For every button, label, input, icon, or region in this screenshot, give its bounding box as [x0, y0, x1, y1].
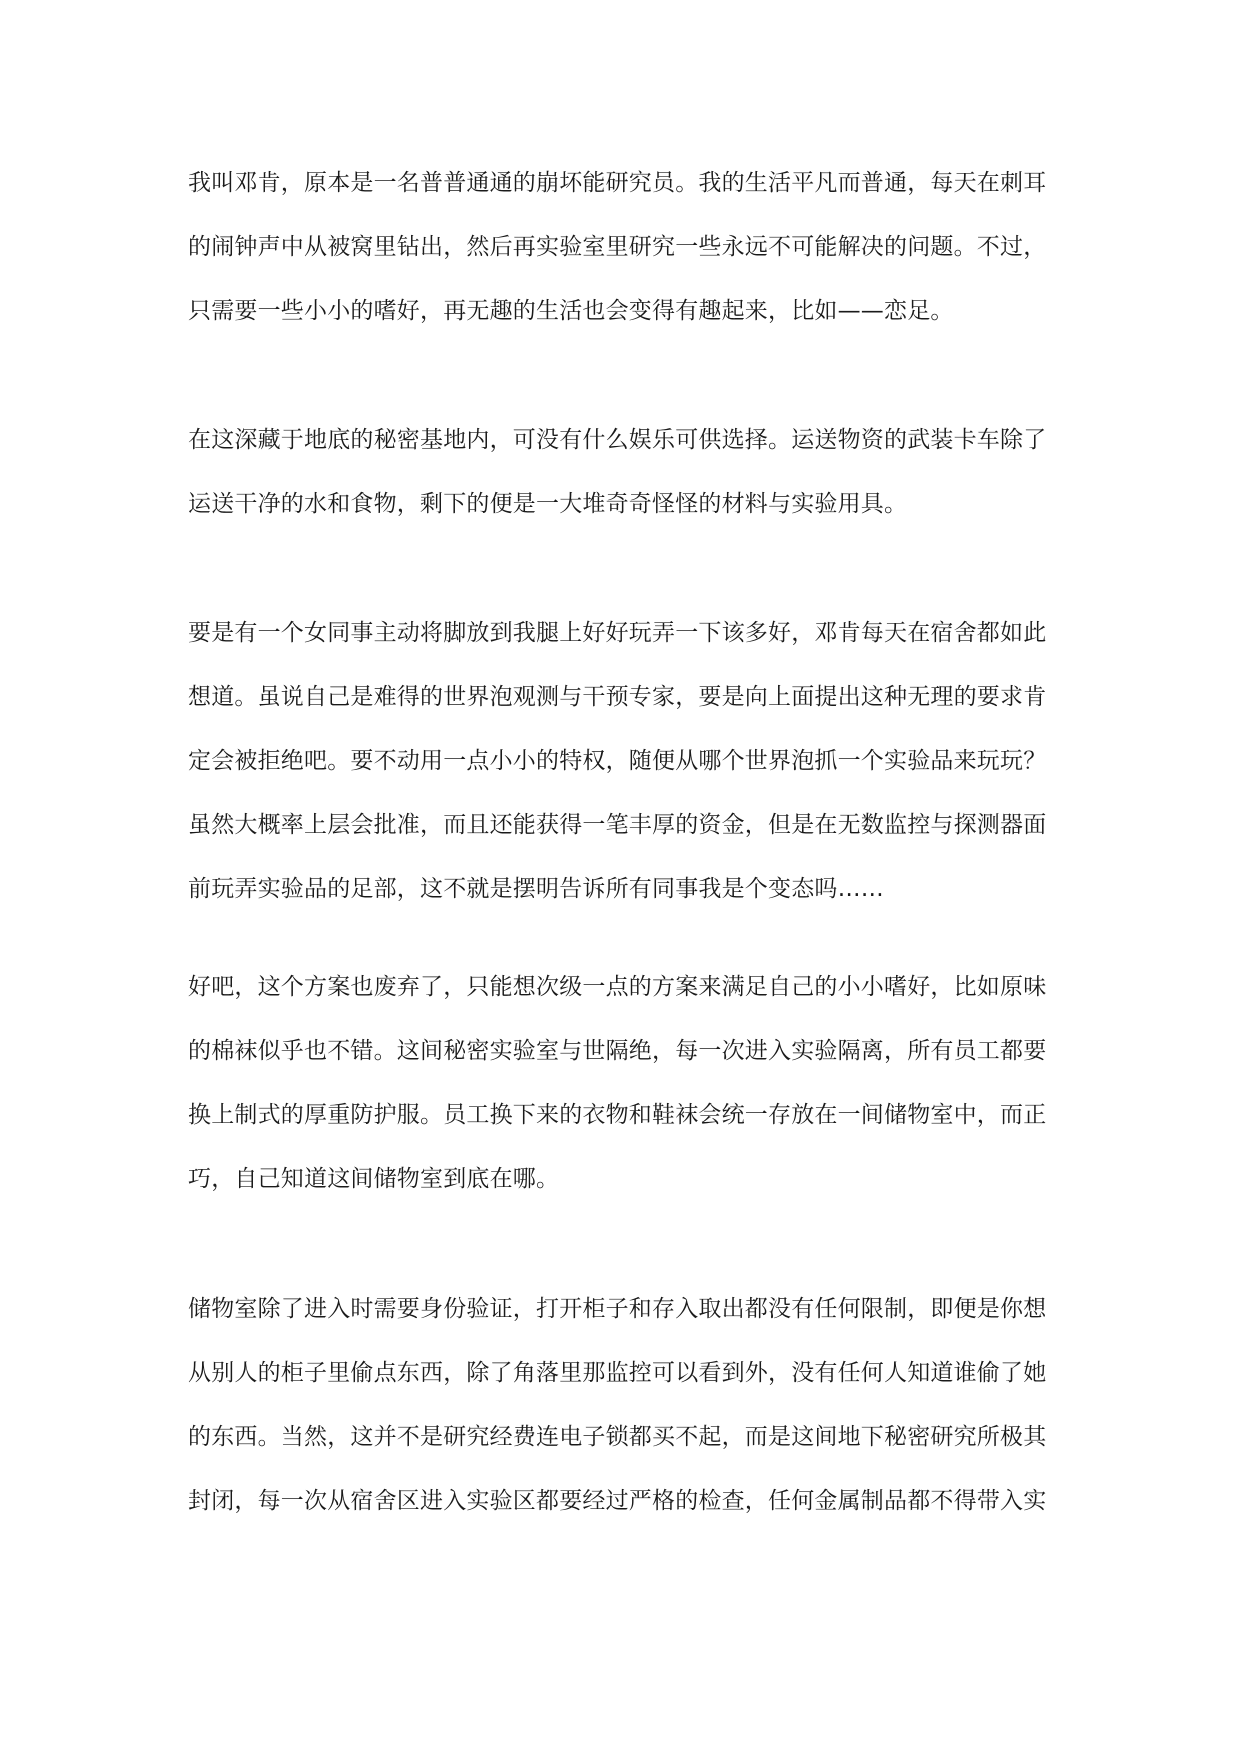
text-line: 好吧，这个方案也废弃了，只能想次级一点的方案来满足自己的小小嗜好，比如原味	[188, 974, 1047, 1000]
text-line: 封闭，每一次从宿舍区进入实验区都要经过严格的检查，任何金属制品都不得带入实	[188, 1488, 1047, 1514]
text-line: 的东西。当然，这并不是研究经费连电子锁都买不起，而是这间地下秘密研究所极其	[188, 1424, 1047, 1450]
text-line: 巧，自己知道这间储物室到底在哪。	[188, 1166, 560, 1192]
text-line: 定会被拒绝吧。要不动用一点小小的特权，随便从哪个世界泡抓一个实验品来玩玩？	[188, 748, 1047, 774]
text-line: 的棉袜似乎也不错。这间秘密实验室与世隔绝，每一次进入实验隔离，所有员工都要	[188, 1038, 1047, 1064]
text-line: 在这深藏于地底的秘密基地内，可没有什么娱乐可供选择。运送物资的武装卡车除了	[188, 427, 1047, 453]
text-line: 换上制式的厚重防护服。员工换下来的衣物和鞋袜会统一存放在一间储物室中，而正	[188, 1102, 1047, 1128]
text-line: 前玩弄实验品的足部，这不就是摆明告诉所有同事我是个变态吗……	[188, 876, 884, 902]
text-line: 要是有一个女同事主动将脚放到我腿上好好玩弄一下该多好，邓肯每天在宿舍都如此	[188, 620, 1047, 646]
text-line: 储物室除了进入时需要身份验证，打开柜子和存入取出都没有任何限制，即便是你想	[188, 1296, 1047, 1322]
text-line: 想道。虽说自己是难得的世界泡观测与干预专家，要是向上面提出这种无理的要求肯	[188, 684, 1047, 710]
text-line: 运送干净的水和食物，剩下的便是一大堆奇奇怪怪的材料与实验用具。	[188, 491, 908, 517]
text-line: 只需要一些小小的嗜好，再无趣的生活也会变得有趣起来，比如——恋足。	[188, 298, 954, 324]
text-line: 从别人的柜子里偷点东西，除了角落里那监控可以看到外，没有任何人知道谁偷了她	[188, 1360, 1047, 1386]
text-line: 我叫邓肯，原本是一名普普通通的崩坏能研究员。我的生活平凡而普通，每天在刺耳	[188, 170, 1047, 196]
text-line: 的闹钟声中从被窝里钻出，然后再实验室里研究一些永远不可能解决的问题。不过，	[188, 234, 1047, 260]
text-line: 虽然大概率上层会批准，而且还能获得一笔丰厚的资金，但是在无数监控与探测器面	[188, 812, 1047, 838]
